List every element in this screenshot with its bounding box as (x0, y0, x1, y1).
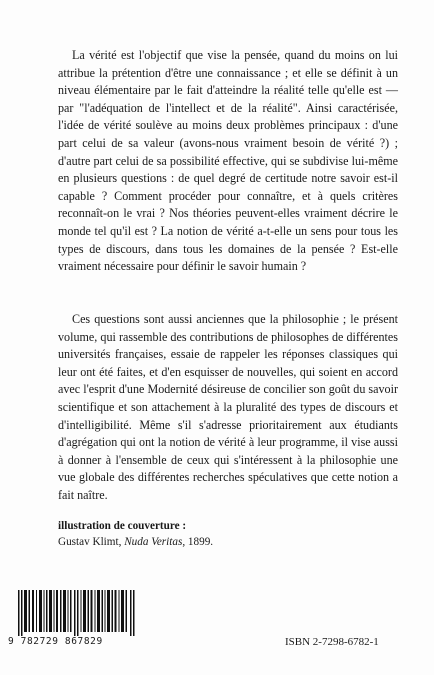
artwork-year: 1899. (187, 536, 214, 548)
artist-name: Gustav Klimt, (58, 536, 122, 548)
isbn-number: ISBN 2-7298-6782-1 (285, 636, 379, 648)
barcode (8, 590, 140, 650)
artwork-title: Nuda Veritas, (124, 536, 186, 548)
barcode-digits: 9 782729 867829 (8, 636, 103, 647)
cover-illustration-label: illustration de couverture : (58, 520, 187, 532)
body-paragraph-1: La vérité est l'objectif que vise la pensée, quand du moins on lui attribue la prétention d'être une connaissance ; et elle se définit à un niveau élémentaire par le fait d'atteindre la réalité telle qu'elle est — par "l'adéquation de l'intellect et de la réalité". Ainsi caractérisée, l'idée de vérité soulève au moins deux problèmes principaux : d'une part celui de sa valeur (avons-nous vraiment besoin de vérité ?) ; d'autre part celui de sa possibilité effective, qui se subdivise lui-même en plusieurs questions : de quel degré de certitude notre savoir est-il capable ? Comment procéder pour connaître, et à quels critères reconnaît-on le vrai ? Nos théories peuvent-elles vraiment décrire le monde tel qu'il est ? La notion de vérité a-t-elle un sens pour tous les types de discours, dans tous les domaines de la pensée ? Est-elle vraiment nécessaire pour définir le savoir humain ? (58, 48, 398, 274)
barcode-bars-icon (18, 590, 136, 636)
body-paragraph-2: Ces questions sont aussi anciennes que la philosophie ; le présent volume, qui rassemble des contributions de philosophes de différentes universités françaises, essaie de rappeler les réponses classiques qui leur ont été faites, et d'en esquisser de nouvelles, qui soient en accord avec l'esprit d'une Modernité désireuse de concilier son goût du savoir scientifique et son attachement à la pluralité des types de discours et d'intelligibilité. Même s'il s'adresse prioritairement aux étudiants d'agrégation qui ont la notion de vérité à leur programme, il vise aussi à donner à l'ensemble de ceux qui s'intéressent à la philosophie une vue globale des différentes recherches spéculatives que cette notion a fait naître. (58, 312, 398, 502)
cover-illustration-credit (58, 518, 398, 550)
cover-illustration-source (58, 534, 398, 550)
